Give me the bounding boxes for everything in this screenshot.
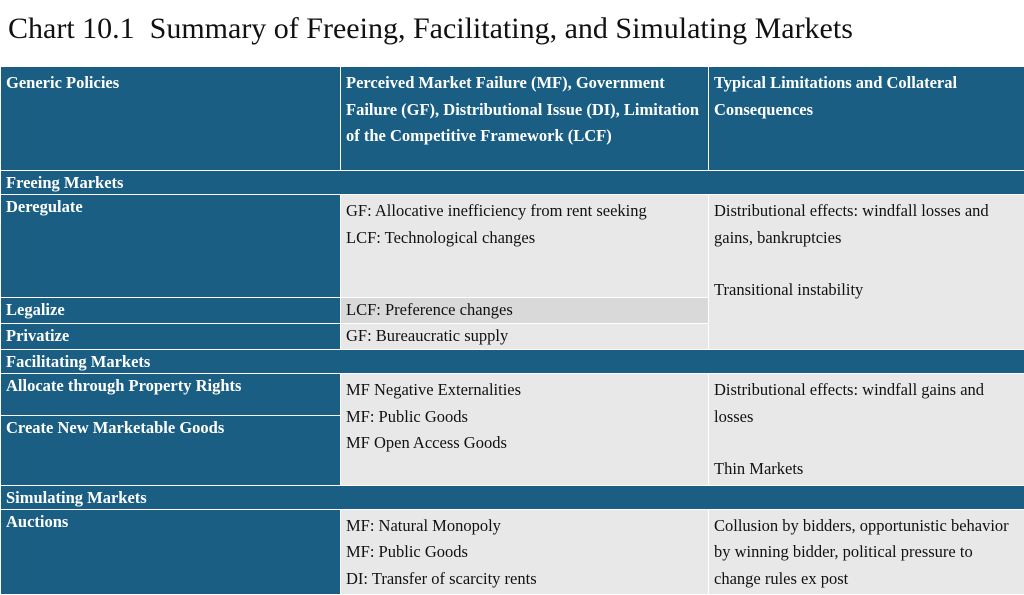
limitations-freeing: [709, 195, 1024, 350]
failure-text: DI: Transfer of scarcity rents: [346, 566, 703, 593]
section-simulating: Simulating Markets: [1, 485, 1024, 509]
limitations-auctions: Collusion by bidders, opportunistic behavior by winning bidder, political pressure to change rules ex post: [709, 509, 1024, 595]
section-facilitating: Facilitating Markets: [1, 350, 1024, 374]
failures-auctions: [341, 509, 709, 595]
limitation-text: Thin Markets: [714, 456, 1019, 483]
section-row-simulating: [1, 485, 1024, 509]
section-row-facilitating: [1, 350, 1024, 374]
limitations-facilitating: [709, 374, 1024, 486]
summary-table: [0, 66, 1024, 595]
policy-legalize: Legalize: [1, 298, 341, 324]
header-row: [1, 67, 1024, 171]
failure-text: MF: Public Goods: [346, 404, 703, 431]
failures-privatize: GF: Bureaucratic supply: [341, 324, 709, 350]
section-row-freeing: [1, 171, 1024, 195]
policy-allocate: Allocate through Property Rights: [1, 374, 341, 416]
failure-text: MF Open Access Goods: [346, 430, 703, 457]
policy-deregulate: Deregulate: [1, 195, 341, 298]
failure-text: GF: Allocative inefficiency from rent seeking: [346, 198, 703, 225]
limitation-text: Transitional instability: [714, 277, 1019, 304]
policy-auctions: Auctions: [1, 509, 341, 595]
table-row-auctions: [1, 509, 1024, 595]
header-policies: Generic Policies: [1, 67, 341, 171]
policy-privatize: Privatize: [1, 324, 341, 350]
failure-text: MF: Natural Monopoly: [346, 513, 703, 540]
policy-create: Create New Marketable Goods: [1, 415, 341, 485]
table-row-allocate: [1, 374, 1024, 416]
limitation-text: Distributional effects: windfall gains and losses: [714, 377, 1019, 430]
page-title: Chart 10.1 Summary of Freeing, Facilitating, and Simulating Markets: [8, 12, 853, 46]
limitation-text: Distributional effects: windfall losses and gains, bankruptcies: [714, 198, 1019, 251]
failures-legalize: LCF: Preference changes: [341, 298, 709, 324]
table-row-deregulate: [1, 195, 1024, 298]
header-limitations: Typical Limitations and Collateral Consequences: [709, 67, 1024, 171]
failures-facilitating: [341, 374, 709, 486]
failure-text: MF Negative Externalities: [346, 377, 703, 404]
failures-deregulate: [341, 195, 709, 298]
header-failures: Perceived Market Failure (MF), Government Failure (GF), Distributional Issue (DI), Limitation of the Competitive Framework (LCF): [341, 67, 709, 171]
failure-text: MF: Public Goods: [346, 539, 703, 566]
section-freeing: Freeing Markets: [1, 171, 1024, 195]
failure-text: LCF: Technological changes: [346, 225, 703, 252]
